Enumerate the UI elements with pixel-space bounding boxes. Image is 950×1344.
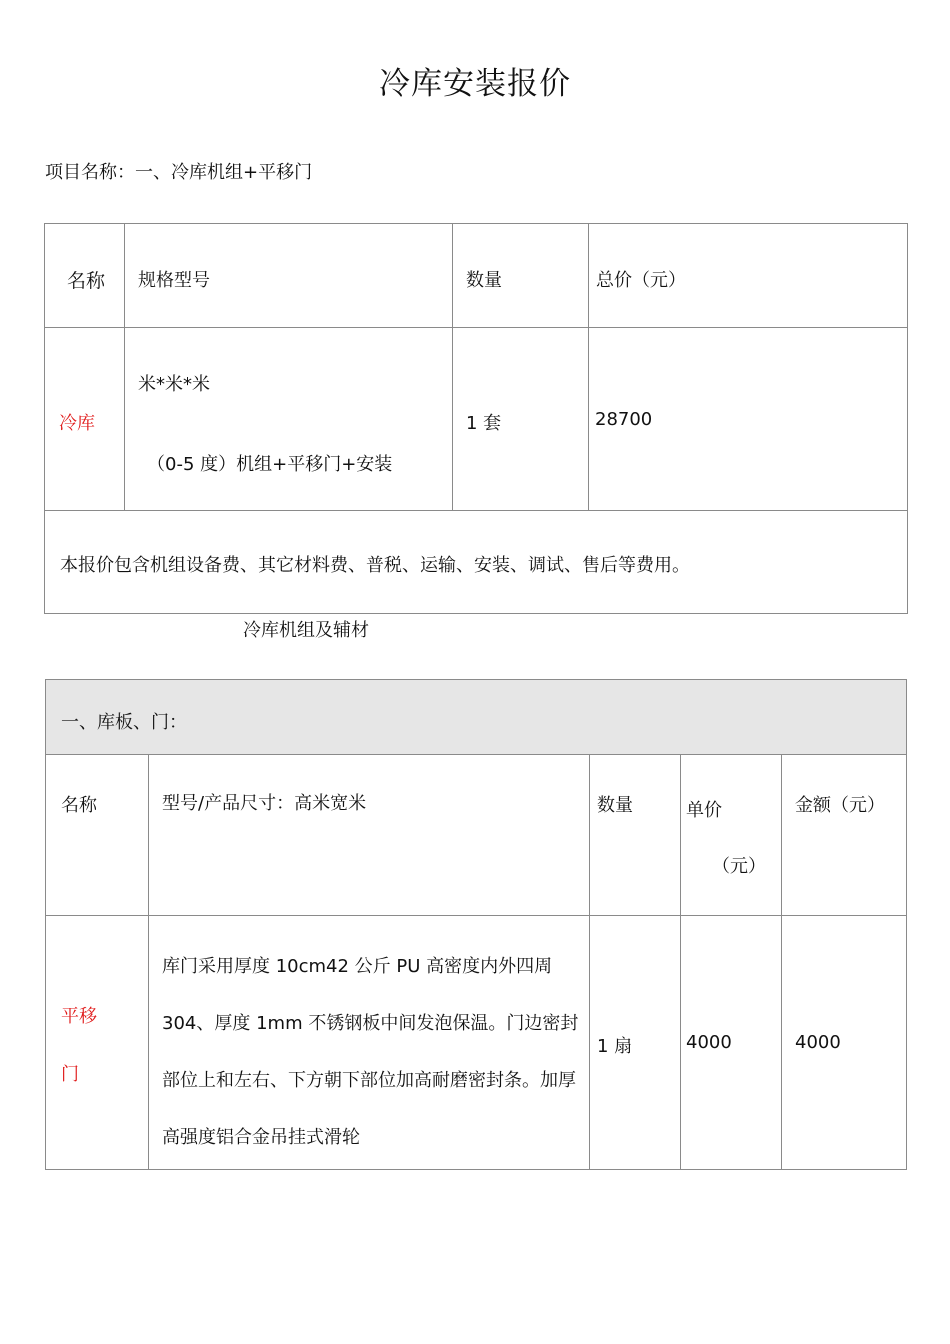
- panels-amount: 4000: [795, 1032, 841, 1053]
- summary-qty: 1 套: [466, 413, 502, 434]
- document-title: 冷库安装报价: [379, 66, 571, 102]
- panels-header-amount: 金额（元）: [795, 795, 885, 816]
- panels-qty: 1 扇: [597, 1036, 633, 1057]
- summary-header-name: 名称: [67, 270, 106, 292]
- summary-name-cell: [45, 328, 125, 511]
- panels-header-qty-cell: [590, 755, 681, 916]
- summary-spec-cell: [125, 328, 453, 511]
- panels-header-model-cell: [149, 755, 590, 916]
- summary-note-row: [45, 511, 908, 614]
- panels-unit-price: 4000: [686, 1032, 732, 1053]
- panels-header-model: 型号/产品尺寸：高米宽米: [162, 793, 367, 814]
- summary-spec-line1: 米*米*米: [138, 374, 210, 395]
- section-heading: 冷库机组及辅材: [243, 620, 369, 641]
- summary-header-total-cell: [589, 224, 908, 328]
- summary-spec-line2: （0-5 度）机组+平移门+安装: [147, 454, 393, 475]
- summary-header-name-cell: [45, 224, 125, 328]
- panels-item-name-line2: 门: [61, 1064, 79, 1085]
- panels-data-row: [46, 916, 907, 1170]
- panels-header-name: 名称: [61, 795, 97, 816]
- summary-qty-cell: [453, 328, 589, 511]
- summary-total-cell: [589, 328, 908, 511]
- summary-data-row: [45, 328, 908, 511]
- summary-item-name: 冷库: [59, 413, 95, 434]
- summary-header-spec-cell: [125, 224, 453, 328]
- summary-header-total: 总价（元）: [596, 270, 686, 291]
- summary-header-spec: 规格型号: [138, 270, 210, 291]
- panels-header-unit-price-line2: （元）: [712, 856, 766, 877]
- panels-header-unit-price-line1: 单价: [686, 800, 722, 821]
- summary-note-cell: [45, 511, 908, 614]
- panels-header-amount-cell: [782, 755, 907, 916]
- summary-header-qty-cell: [453, 224, 589, 328]
- panels-name-cell: [46, 916, 149, 1170]
- summary-header-qty: 数量: [466, 270, 502, 291]
- panels-header-unit-price-cell: [681, 755, 782, 916]
- panels-header-qty: 数量: [597, 795, 633, 816]
- panels-amount-cell: [782, 916, 907, 1170]
- summary-total: 28700: [595, 409, 653, 430]
- panels-item-name-line1: 平移: [61, 1006, 97, 1027]
- panels-header-row: [46, 755, 907, 916]
- panels-header-name-cell: [46, 755, 149, 916]
- summary-note: 本报价包含机组设备费、其它材料费、普税、运输、安装、调试、售后等费用。: [60, 555, 690, 576]
- summary-header-row: [45, 224, 908, 328]
- quote-summary-table: [44, 223, 908, 614]
- panels-description-cell: [149, 916, 590, 1170]
- panels-qty-cell: [590, 916, 681, 1170]
- panels-section-cell: [46, 680, 907, 755]
- panels-item-description: 库门采用厚度 10cm42 公斤 PU 高密度内外四周 304、厚度 1mm 不锈钢板中间发泡保温。门边密封部位上和左右、下方朝下部位加高耐磨密封条。加厚高强度铝合金吊挂式滑轮: [162, 956, 579, 1148]
- project-name-line: 项目名称：一、冷库机组+平移门: [45, 162, 313, 183]
- panels-section-title: 一、库板、门：: [61, 712, 187, 733]
- panels-unit-price-cell: [681, 916, 782, 1170]
- panels-section-row: [46, 680, 907, 755]
- panels-doors-table: [45, 679, 907, 1170]
